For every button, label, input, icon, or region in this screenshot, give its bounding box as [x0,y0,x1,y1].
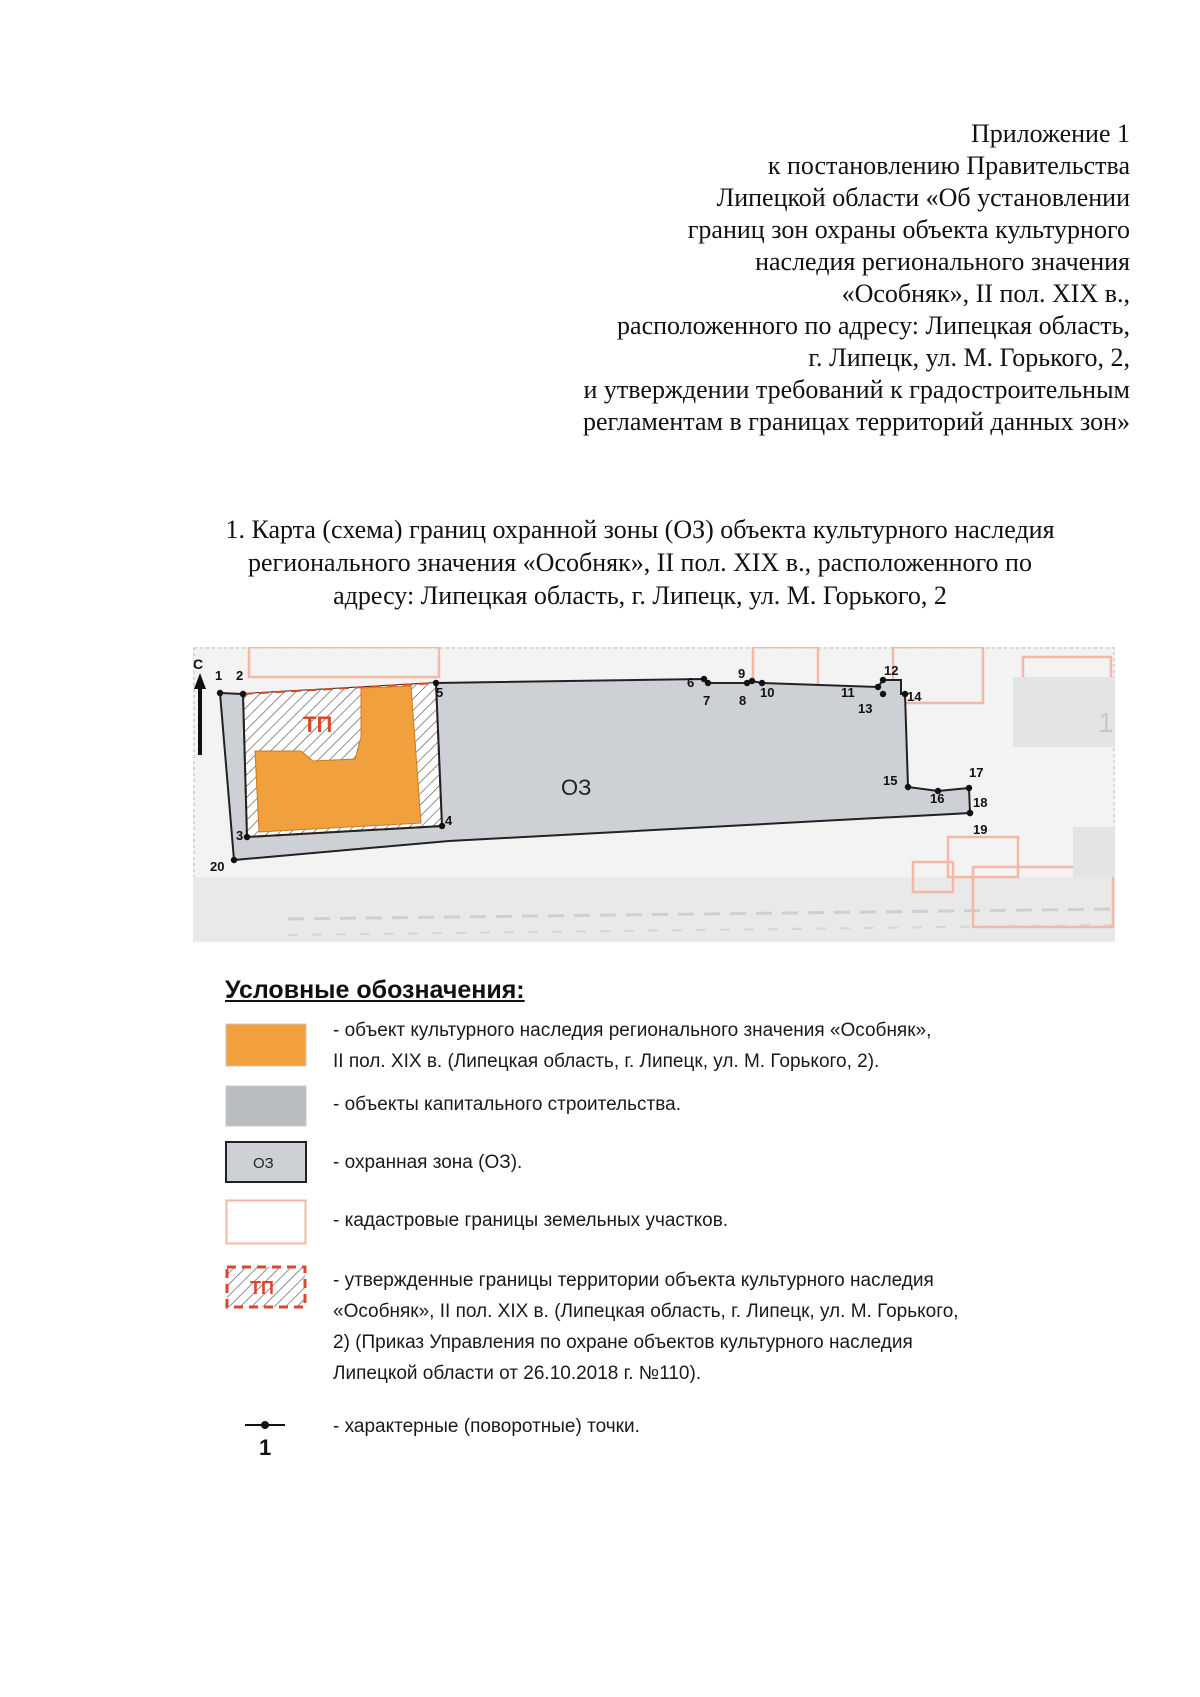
turning-point-label-15: 15 [883,773,898,788]
appendix-line: Приложение 1 [970,119,1130,148]
territory-boundaries-swatch [225,1265,307,1309]
zone-label: ОЗ [561,775,592,800]
protected-zone-swatch-label: ОЗ [253,1155,274,1172]
turning-point-label-16: 16 [930,791,945,806]
legend-item-cadastral-boundaries [223,1199,1123,1265]
map-title [150,513,1130,612]
turning-point-label-19: 19 [973,822,988,837]
capital-construction-swatch [225,1085,307,1127]
legend-text-line: II пол. XIX в. (Липецкая область, г. Липецк, ул. М. Горького, 2). [333,1051,880,1072]
appendix-line: г. Липецк, ул. М. Горького, 2, [808,343,1130,372]
turning-point-label-9: 9 [738,666,746,681]
turning-point-label-20: 20 [210,859,225,874]
legend-item-turning-points [223,1411,1123,1471]
legend-text-line: - объект культурного наследия регионального значения «Особняк», [333,1020,932,1041]
legend-item-protected-zone [223,1141,1123,1199]
cadastral-boundaries-swatch [225,1199,307,1245]
protected-zone-swatch [225,1141,307,1183]
legend-text-line: - объекты капитального строительства. [333,1094,681,1115]
turning-point-label-18: 18 [973,795,988,810]
turning-point-label-8: 8 [739,693,747,708]
turning-point-label-11: 11 [841,685,855,700]
turning-point-label-10: 10 [760,685,775,700]
turning-point-label-13: 13 [858,701,873,716]
appendix-line: наследия регионального значения [755,247,1130,276]
turning-point-9 [749,678,755,684]
turning-point-3 [244,834,250,840]
turning-point-13 [880,691,886,697]
appendix-line: и утверждении требований к градостроительным [583,375,1130,404]
turning-point-15 [905,784,911,790]
map-edge-digit: 1 [1098,707,1114,738]
appendix-line: Липецкой области «Об установлении [716,183,1130,212]
legend [223,976,1123,1471]
map-title-line: 1. Карта (схема) границ охранной зоны (ОЗ) объекта культурного наследия [225,515,1055,544]
turning-point-swatch [225,1411,307,1467]
heritage-object-swatch [225,1023,307,1067]
turning-point-label-17: 17 [969,765,984,780]
appendix-line: к постановлению Правительства [767,151,1130,180]
turning-point-11 [875,684,881,690]
legend-text-line: Липецкой области от 26.10.2018 г. №110). [333,1363,702,1384]
turning-point-label-14: 14 [907,689,922,704]
turning-point-20 [231,857,237,863]
turning-point-2 [240,691,246,697]
legend-text-line: - утвержденные границы территории объекта культурного наследия [333,1270,934,1291]
turning-point-label-3: 3 [236,828,244,843]
appendix-line: «Особняк», II пол. XIX в., [841,279,1130,308]
turning-point-label-12: 12 [884,663,899,678]
legend-item-territory-boundaries [223,1265,1123,1411]
appendix-line: регламентам в границах территорий данных зон» [582,407,1130,436]
turning-point-7 [705,680,711,686]
territory-swatch-label: ТП [250,1278,274,1298]
turning-point-label-4: 4 [445,813,453,828]
turning-point-17 [966,785,972,791]
turning-point-label-5: 5 [436,685,444,700]
legend-item-capital-construction [223,1085,1123,1141]
legend-title: Условные обозначения: [225,976,525,1004]
turning-point-label-7: 7 [703,693,711,708]
legend-text-line: - охранная зона (ОЗ). [333,1152,523,1173]
turning-point-label-6: 6 [687,675,695,690]
boundary-map [193,647,1115,942]
turning-point-swatch-label: 1 [259,1435,272,1460]
legend-text-line: - кадастровые границы земельных участков. [333,1210,729,1231]
north-label: С [193,656,204,672]
turning-point-label-2: 2 [236,668,244,683]
legend-text-line: 2) (Приказ Управления по охране объектов культурного наследия [333,1332,913,1353]
appendix-line: границ зон охраны объекта культурного [687,215,1130,244]
legend-item-heritage-object [223,1015,1123,1085]
legend-text-line: - характерные (поворотные) точки. [333,1416,640,1437]
map-title-line: адресу: Липецкая область, г. Липецк, ул. М. Горького, 2 [333,581,947,610]
appendix-line: расположенного по адресу: Липецкая область, [617,311,1130,340]
turning-point-19 [967,810,973,816]
turning-point-label-1: 1 [215,668,223,683]
appendix-header [370,118,1130,438]
map-title-line: регионального значения «Особняк», II пол. XIX в., расположенного по [248,548,1032,577]
legend-text-line: «Особняк», II пол. XIX в. (Липецкая область, г. Липецк, ул. М. Горького, [333,1301,959,1322]
turning-point-1 [217,690,223,696]
territory-label: ТП [303,712,333,737]
